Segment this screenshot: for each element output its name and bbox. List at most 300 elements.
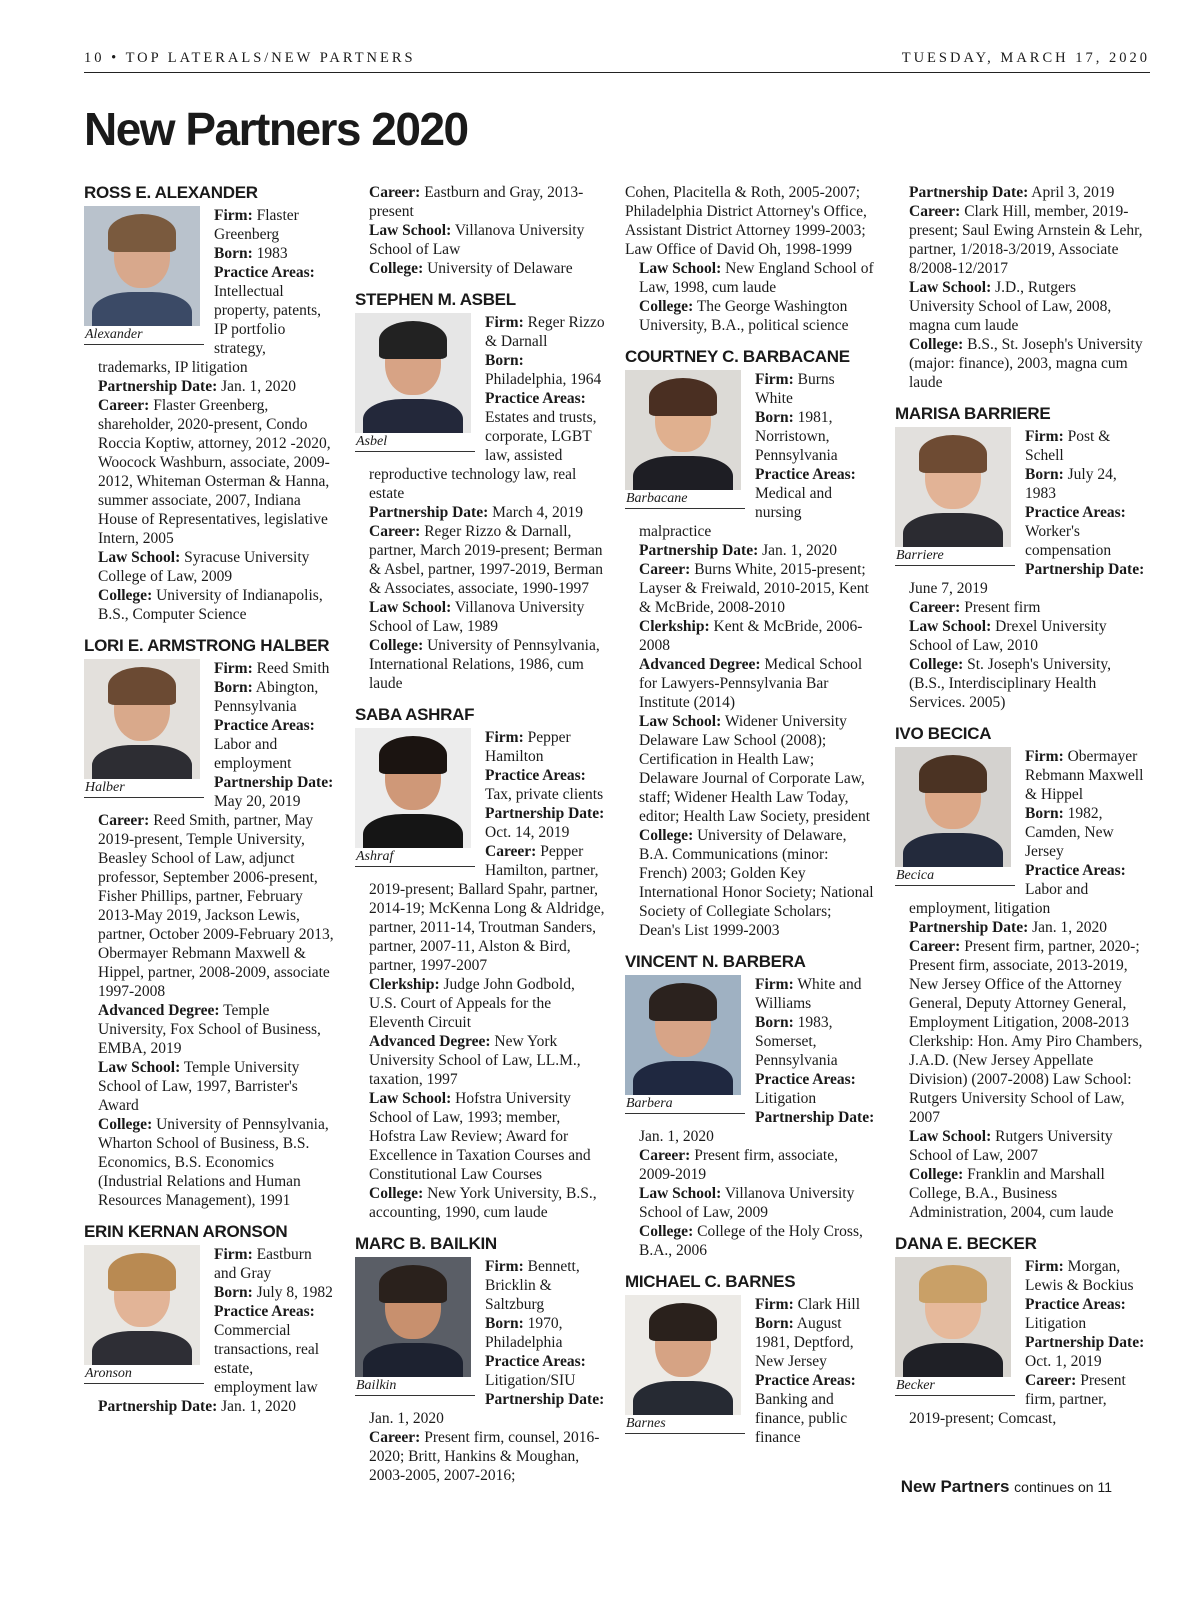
field-label: Firm: [1025,748,1064,765]
field-label: Born: [1025,466,1064,483]
partner-entry [84,636,334,1210]
portrait-body [903,833,1003,867]
field-value: J.D., Rutgers University School of Law, 2008, magna cum laude [909,279,1112,334]
field-value: Abington, Pennsylvania [214,679,319,715]
partner-name: VINCENT N. BARBERA [625,952,806,971]
profile-field [895,1127,1145,1165]
field-value: University of Delaware, B.A. Communications (minor: French) 2003; Golden Key International Honor Society; National Society of Collegiate Scholars; Dean's List 1999-2003 [639,827,874,939]
portrait-image [625,975,741,1095]
field-label: Law School: [909,1128,992,1145]
portrait-hair [379,321,447,359]
field-value: July 24, 1983 [1025,466,1117,502]
field-value: Syracuse University College of Law, 2009 [98,549,310,585]
portrait-image [895,427,1011,547]
partner-name: MARC B. BAILKIN [355,1234,497,1253]
partner-entry [625,347,875,940]
partner-entry [625,183,875,335]
field-value: Drexel University School of Law, 2010 [909,618,1107,654]
portrait-image [355,728,471,848]
partner-photo [895,747,1015,886]
field-value: Burns White, 2015-present; Layser & Freiwald, 2010-2015, Kent & McBride, 2008-2010 [639,561,869,616]
portrait-body [633,1381,733,1415]
field-value: Temple University School of Law, 1997, Barrister's Award [98,1059,300,1114]
profile-field [84,1058,334,1115]
profile-field [895,918,1145,937]
field-value: March 4, 2019 [492,504,583,521]
field-value: Intellectual property, patents, IP portfolio strategy, trademarks, IP litigation [98,283,322,376]
field-label: Career: [369,184,421,201]
photo-caption: Barbacane [626,491,688,506]
field-label: College: [369,1185,424,1202]
field-value: White and Williams [755,976,862,1012]
partner-photo [625,1295,745,1434]
field-value: Jan. 1, 2020 [762,542,838,559]
partner-name: MARISA BARRIERE [895,404,1051,423]
photo-caption: Halber [85,780,125,795]
field-value: New York University, B.S., accounting, 1990, cum laude [369,1185,597,1221]
profile-field [84,586,334,624]
profile-field [355,1089,605,1184]
column-3 [625,183,875,1459]
page-header [84,50,1150,73]
partner-photo [355,313,475,452]
field-value: Flaster Greenberg, shareholder, 2020-present, Condo Roccia Koptiw, attorney, 2012 -2020, Woocock Washburn, associate, 2009-2012, Whiteman Osterman & Hanna, summer associate, 2007, Indiana House of Representatives, legislative Intern, 2005 [98,397,331,547]
photo-caption: Bailkin [356,1378,397,1393]
photo-caption: Aronson [85,1366,132,1381]
portrait-body [633,456,733,490]
portrait-hair [649,378,717,416]
portrait-image [84,206,200,326]
field-value: April 3, 2019 [1031,184,1115,201]
profile-field [625,541,875,560]
field-label: Firm: [1025,1258,1064,1275]
field-value: University of Pennsylvania, International Relations, 1986, cum laude [369,637,600,692]
portrait-body [92,745,192,779]
partner-photo [895,1257,1015,1396]
profile-field [625,1222,875,1260]
portrait-hair [379,1265,447,1303]
profile-field [895,617,1145,655]
profile-field [355,598,605,636]
field-value: Villanova University School of Law, 1989 [369,599,585,635]
field-label: Born: [755,409,794,426]
portrait-image [895,1257,1011,1377]
field-label: Firm: [214,207,253,224]
field-value: Present firm, partner, 2020-; Present firm, associate, 2013-2019, New Jersey Office of the Attorney General, Deputy Attorney General, Employment Litigation, 2008-2013 Clerkship: Hon. Amy Piro Chambers, J.A.D. (New Jersey Appellate Division) (2007-2008) Law School: Rutgers University School of Law, 2007 [909,938,1143,1126]
portrait-image [895,747,1011,867]
field-label: Born: [485,352,524,369]
field-label: Practice Areas: [1025,1296,1126,1313]
portrait-image [625,1295,741,1415]
photo-caption: Barnes [626,1416,666,1431]
field-value: July 8, 1982 [256,1284,333,1301]
field-value: Villanova University School of Law [369,222,585,258]
field-value: Reger Rizzo & Darnall, partner, March 2019-present; Berman & Asbel, partner, 1997-2019, Berman & Associates, associate, 1990-1997 [369,523,603,597]
field-label: College: [909,656,964,673]
field-value: B.S., St. Joseph's University (major: finance), 2003, magna cum laude [909,336,1143,391]
field-label: Law School: [369,1090,452,1107]
field-value: Eastburn and Gray [214,1246,312,1282]
photo-caption: Ashraf [356,849,394,864]
field-value: New York University School of Law, LL.M., taxation, 1997 [369,1033,581,1088]
column-1 [84,183,334,1428]
field-label: College: [98,587,153,604]
portrait-hair [108,1253,176,1291]
field-value: Labor and employment, litigation [909,881,1089,917]
profile-field [355,522,605,598]
field-value: Morgan, Lewis & Bockius [1025,1258,1134,1294]
field-label: Partnership Date: [485,1391,605,1408]
profile-field [625,712,875,826]
profile-field [84,811,334,1001]
field-label: Born: [214,245,253,262]
field-label: Firm: [755,371,794,388]
field-label: Law School: [909,279,992,296]
field-label: Advanced Degree: [369,1033,491,1050]
field-label: Practice Areas: [214,717,315,734]
field-value: Pepper Hamilton, partner, 2019-present; Ballard Spahr, partner, 2014-19; McKenna Long & Aldridge, partner, 2011-14, Troutman Sanders, partner, 2007-11, Alston & Bird, partner, 1997-2007 [369,843,605,974]
profile-field [625,826,875,940]
photo-caption: Becker [896,1378,935,1393]
partner-entry [355,1234,605,1485]
field-value: Kent & McBride, 2006-2008 [639,618,863,654]
field-value: Jan. 1, 2020 [639,1128,714,1145]
profile-field [895,1165,1145,1222]
field-value: Eastburn and Gray, 2013-present [369,184,584,220]
portrait-hair [108,667,176,705]
profile-field [625,560,875,617]
field-value: Banking and finance, public finance [755,1391,848,1446]
field-label: Career: [639,1147,691,1164]
field-label: Practice Areas: [1025,504,1126,521]
field-label: Born: [755,1315,794,1332]
field-label: Practice Areas: [214,264,315,281]
field-value: Oct. 1, 2019 [1025,1353,1102,1370]
field-value: 1983 [256,245,288,262]
field-label: Partnership Date: [909,184,1029,201]
field-label: Career: [909,938,961,955]
field-label: Partnership Date: [369,504,489,521]
field-value: Present firm [964,599,1041,616]
field-value: Jan. 1, 2020 [369,1410,444,1427]
field-value: Medical and nursing malpractice [639,485,833,540]
field-label: Law School: [909,618,992,635]
partner-entry [625,1272,875,1447]
profile-field [355,503,605,522]
field-value: Reed Smith [256,660,330,677]
field-label: Practice Areas: [755,1071,856,1088]
partner-name: DANA E. BECKER [895,1234,1037,1253]
field-label: Practice Areas: [485,1353,586,1370]
field-value: St. Joseph's University, (B.S., Interdisciplinary Health Services. 2005) [909,656,1111,711]
profile-field [625,1146,875,1184]
field-label: Partnership Date: [214,774,334,791]
field-value: University of Pennsylvania, Wharton School of Business, B.S. Economics, B.S. Economics (Industrial Relations and Human Resources Management), 1991 [98,1116,329,1209]
partner-name: IVO BECICA [895,724,992,743]
partner-name: STEPHEN M. ASBEL [355,290,516,309]
field-label: Career: [369,523,421,540]
portrait-hair [919,435,987,473]
partner-photo [355,1257,475,1396]
field-label: Practice Areas: [1025,862,1126,879]
field-label: Firm: [755,976,794,993]
partner-entry [895,183,1145,392]
partner-entry [355,705,605,1222]
profile-field [895,598,1145,617]
portrait-body [92,292,192,326]
field-value: June 7, 2019 [909,580,988,597]
field-label: Career: [639,561,691,578]
issue-date: TUESDAY, MARCH 17, 2020 [901,50,1150,66]
profile-field [84,377,334,396]
field-value: Jan. 1, 2020 [1032,919,1108,936]
field-label: Born: [214,1284,253,1301]
profile-field [84,396,334,548]
partner-entry [895,1234,1145,1428]
profile-field [355,259,605,278]
field-value: College of the Holy Cross, B.A., 2006 [639,1223,863,1259]
photo-caption: Barbera [626,1096,673,1111]
field-value: Clark Hill [797,1296,861,1313]
portrait-image [625,370,741,490]
field-label: College: [909,1166,964,1183]
field-value: Flaster Greenberg [214,207,299,243]
field-label: College: [909,336,964,353]
profile-field [84,1001,334,1058]
field-label: Firm: [1025,428,1064,445]
partner-entry [355,290,605,693]
profile-field [625,655,875,712]
field-label: Firm: [214,1246,253,1263]
field-label: Firm: [485,729,524,746]
field-value: Jan. 1, 2020 [221,1398,297,1415]
profile-field [355,1428,605,1485]
field-label: Practice Areas: [755,466,856,483]
photo-caption: Becica [896,868,935,883]
field-label: Firm: [755,1296,794,1313]
profile-field [895,655,1145,712]
partner-name: MICHAEL C. BARNES [625,1272,796,1291]
field-label: Partnership Date: [909,919,1029,936]
field-label: Partnership Date: [485,805,605,822]
field-label: Law School: [369,222,452,239]
field-label: Advanced Degree: [98,1002,220,1019]
partner-photo [84,1245,204,1384]
field-label: Born: [755,1014,794,1031]
field-label: Practice Areas: [485,390,586,407]
field-value: Commercial transactions, real estate, employment law [214,1322,320,1396]
profile-field [895,202,1145,278]
field-label: Partnership Date: [98,378,218,395]
field-label: Partnership Date: [98,1398,218,1415]
profile-field [895,937,1145,1127]
field-label: Partnership Date: [1025,1334,1145,1351]
field-value: Labor and employment [214,736,292,772]
field-value: Judge John Godbold, U.S. Court of Appeals for the Eleventh Circuit [369,976,575,1031]
photo-caption: Asbel [356,434,388,449]
field-label: Career: [909,203,961,220]
field-label: Law School: [98,549,181,566]
field-label: Career: [485,843,537,860]
field-label: Practice Areas: [214,1303,315,1320]
field-value: Bennett, Bricklin & Saltzburg [485,1258,580,1313]
continuation-label: New Partners [900,1477,1010,1496]
portrait-body [363,1343,463,1377]
column-2 [355,183,605,1497]
field-label: Career: [1025,1372,1077,1389]
field-label: Career: [369,1429,421,1446]
profile-field [355,1032,605,1089]
field-value: Obermayer Rebmann Maxwell & Hippel [1025,748,1144,803]
field-value: Worker's compensation [1025,523,1112,559]
partner-photo [84,659,204,798]
field-label: Career: [98,397,150,414]
field-value: Present firm, counsel, 2016-2020; Britt, Hankins & Moughan, 2003-2005, 2007-2016; [369,1429,600,1484]
profile-field [895,183,1145,202]
field-value: Post & Schell [1025,428,1111,464]
portrait-image [84,659,200,779]
partner-entry [84,1222,334,1416]
column-4 [895,183,1145,1440]
field-label: Law School: [639,1185,722,1202]
field-value: Cohen, Placitella & Roth, 2005-2007; Philadelphia District Attorney's Office, Assistant District Attorney 1999-2003; Law Office of David Oh, 1998-1999 [625,184,867,258]
profile-field [625,259,875,297]
profile-field [84,548,334,586]
field-label: Born: [485,1315,524,1332]
field-label: Firm: [214,660,253,677]
field-value: Tax, private clients [485,786,604,803]
portrait-body [363,814,463,848]
portrait-hair [919,755,987,793]
field-label: College: [639,1223,694,1240]
field-value: Litigation [1025,1315,1087,1332]
field-value: 1982, Camden, New Jersey [1025,805,1114,860]
field-value: Reed Smith, partner, May 2019-present, Temple University, Beasley School of Law, adjunct professor, September 2006-present, Fisher Phillips, partner, February 2013-May 2019, Jackson Lewis, partner, October 2009-February 2013, Obermayer Rebmann Maxwell & Hippel, partner, 2008-2009, associate 1997-2008 [98,812,334,1000]
partner-entry [355,183,605,278]
portrait-image [355,313,471,433]
field-value: Burns White [755,371,835,407]
partner-name: SABA ASHRAF [355,705,475,724]
field-value: Philadelphia, 1964 [485,371,602,388]
partner-entry [895,724,1145,1222]
profile-field [84,1397,334,1416]
partner-photo [625,370,745,509]
field-label: College: [98,1116,153,1133]
field-value: Franklin and Marshall College, B.A., Business Administration, 2004, cum laude [909,1166,1114,1221]
field-value: Medical School for Lawyers-Pennsylvania Bar Institute (2014) [639,656,863,711]
field-label: Firm: [485,1258,524,1275]
field-label: Clerkship: [369,976,440,993]
field-label: Career: [909,599,961,616]
profile-field [625,617,875,655]
partner-photo [625,975,745,1114]
field-label: College: [639,827,694,844]
profile-field [625,183,875,259]
field-value: University of Indianapolis, B.S., Computer Science [98,587,323,623]
page-title: New Partners 2020 [84,103,468,155]
field-value: 1970, Philadelphia [485,1315,563,1351]
field-value: May 20, 2019 [214,793,301,810]
partner-entry [895,404,1145,712]
partner-photo [895,427,1015,566]
profile-field [355,221,605,259]
field-value: Litigation/SIU [485,1372,576,1389]
field-value: 1981, Norristown, Pennsylvania [755,409,838,464]
portrait-body [903,513,1003,547]
field-label: Law School: [369,599,452,616]
profile-field [355,975,605,1032]
profile-field [625,297,875,335]
photo-caption: Barriere [896,548,944,563]
field-value: Hofstra University School of Law, 1993; member, Hofstra Law Review; Award for Excellence in Taxation Courses and Constitutional Law Courses [369,1090,591,1183]
portrait-body [92,1331,192,1365]
field-value: August 1981, Deptford, New Jersey [755,1315,854,1370]
profile-field [355,183,605,221]
field-value: University of Delaware [427,260,573,277]
portrait-hair [649,983,717,1021]
field-label: Practice Areas: [485,767,586,784]
portrait-hair [649,1303,717,1341]
field-value: Present firm, associate, 2009-2019 [639,1147,838,1183]
partner-name: ROSS E. ALEXANDER [84,183,258,202]
field-label: Partnership Date: [1025,561,1145,578]
field-value: Temple University, Fox School of Business, EMBA, 2019 [98,1002,321,1057]
field-label: Firm: [485,314,524,331]
portrait-image [355,1257,471,1377]
field-label: Law School: [98,1059,181,1076]
field-value: Villanova University School of Law, 2009 [639,1185,855,1221]
field-value: The George Washington University, B.A., political science [639,298,849,334]
section-label: 10 • TOP LATERALS/NEW PARTNERS [84,50,416,66]
photo-caption: Alexander [85,327,143,342]
field-value: Present firm, partner, 2019-present; Comcast, [909,1372,1126,1427]
field-value: Oct. 14, 2019 [485,824,570,841]
field-label: Born: [214,679,253,696]
field-value: 1983, Somerset, Pennsylvania [755,1014,838,1069]
profile-field [355,1184,605,1222]
continuation-note [901,1477,1112,1497]
portrait-hair [919,1265,987,1303]
field-label: Law School: [639,260,722,277]
field-label: Born: [1025,805,1064,822]
partner-entry [625,952,875,1260]
partner-entry [84,183,334,624]
portrait-body [633,1061,733,1095]
portrait-body [363,399,463,433]
field-value: Jan. 1, 2020 [221,378,297,395]
partner-name: ERIN KERNAN ARONSON [84,1222,288,1241]
field-value: Pepper Hamilton [485,729,571,765]
profile-field [625,1184,875,1222]
profile-field [355,636,605,693]
field-label: Partnership Date: [639,542,759,559]
field-label: College: [369,637,424,654]
portrait-hair [108,214,176,252]
field-label: College: [369,260,424,277]
profile-field [84,1115,334,1210]
field-label: Advanced Degree: [639,656,761,673]
profile-field [895,335,1145,392]
field-label: Career: [98,812,150,829]
partner-name: COURTNEY C. BARBACANE [625,347,850,366]
profile-field [895,278,1145,335]
field-value: Clark Hill, member, 2019-present; Saul Ewing Arnstein & Lehr, partner, 1/2018-3/2019, Associate 8/2008-12/2017 [909,203,1143,277]
partner-photo [84,206,204,345]
field-value: Rutgers University School of Law, 2007 [909,1128,1113,1164]
field-label: College: [639,298,694,315]
portrait-image [84,1245,200,1365]
field-label: Law School: [639,713,722,730]
